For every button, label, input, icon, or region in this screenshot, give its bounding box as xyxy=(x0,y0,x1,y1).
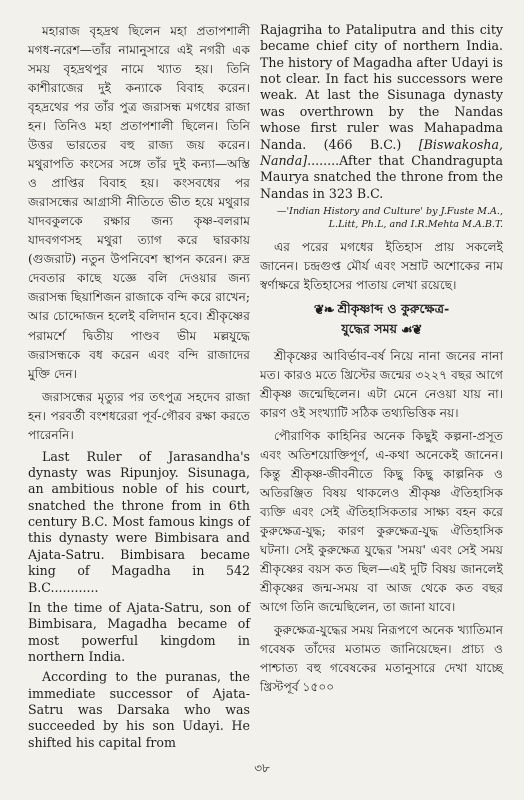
ornament-icon: ☙❦ xyxy=(401,323,422,339)
bengali-paragraph: মহারাজ বৃহদ্রথ ছিলেন মহা প্রতাপশালী মগধ-নরেশ—তাঁর নামানুসারে এই নগরী এক সময় বৃহদ্রথপুর নামে খ্যাত হয়। তিনি কাশীরাজের দুই কন্যাকে বিবাহ করেন। বৃহদ্রথের পর তাঁর পুত্র জরাসন্ধ মগধের রাজা হন। তিনিও মহা প্রতাপশালী ছিলেন। তিনি উত্তর ভারতের বহু রাজ্য জয় করেন। মথুরাপতি কংসের সঙ্গে তাঁর দুই কন্যা—অস্তি ও প্রাপ্তির বিবাহ হয়। কংসবধের পর জরাসন্ধের আগ্রাসী নীতিতে ভীত হয়ে মথুরার যাদবকুলকে রক্ষার জন্য কৃষ্ণ-বলরাম যাদবগণসহ মথুরা ত্যাগ করে দ্বারকায় (গুজরাট) নতুন উপনিবেশ স্থাপন করেন। রুদ্র দেবতার কাছে যজ্ঞে বলি দেওয়ার জন্য জরাসন্ধ ছিয়াশিজন রাজাকে বন্দি করে রাখেন; আর চোদ্দোজন হলেই বলিদান হবে। শ্রীকৃষ্ণের পরামর্শে দ্বিতীয় পাণ্ডব ভীম মল্লযুদ্ধে জরাসন্ধকে বধ করেন এবং বন্দি রাজাদের মুক্তি দেন। xyxy=(28,24,250,381)
english-text: Rajagriha to Pataliputra and this city became chief city of northern India. The history of Magadha after Udayi is not clear. In fact his successors were weak. At last the Sisunaga dynasty was overthrown by the Nandas whose first ruler was Mahapadma Nanda. (466 B.C.) xyxy=(260,22,503,152)
bengali-paragraph: কুরুক্ষেত্র-যুদ্ধের সময় নিরূপণে অনেক খ্যাতিমান গবেষক তাঁদের মতামত জানিয়েছেন। প্রাচ্য ও পাশ্চাত্য বহু গবেষকের মতানুসারে দেখা যাচ্ছে খ্রিস্টপূর্ব ১৫০০ xyxy=(260,623,503,695)
bengali-paragraph: শ্রীকৃষ্ণের আবির্ভাব-বর্ষ নিয়ে নানা জনের নানা মত। কারও মতে খ্রিস্টের জন্মের ৩২২৭ বছর আগে শ্রীকৃষ্ণ জন্মেছিলেন। এটা মেনে নেওয়া যায় না। কারণ ওই সংখ্যাটি সঠিক তথ্যভিত্তিক নয়। xyxy=(260,348,503,421)
page-number: ৩৮ xyxy=(254,761,270,775)
english-paragraph: Last Ruler of Jarasandha's dynasty was Ripunjoy. Sisunaga, an ambitious noble of his court, snatched the throne from in 6th century B.C. Most famous kings of this dynasty were Bimbisara and Ajata-Satru. Bimbisara became king of Magadha in 542 B.C............ xyxy=(28,448,250,595)
english-paragraph: In the time of Ajata-Satru, son of Bimbisara, Magadha became of most powerful kingdom in northern India. xyxy=(28,599,250,664)
citation: —'Indian History and Culture' by J.Fuste M.A., L.Litt, Ph.L, and I.R.Mehta M.A.B.T. xyxy=(276,205,503,230)
bengali-paragraph: জরাসন্ধের মৃত্যুর পর তৎপুত্র সহদেব রাজা হন। পরবর্তী বংশধরেরা পূর্ব-গৌরব রক্ষা করতে পারেননি। xyxy=(28,389,250,442)
section-heading-line2: যুদ্ধের সময় xyxy=(341,320,398,336)
section-heading xyxy=(260,301,503,321)
section-heading xyxy=(260,321,503,341)
right-column xyxy=(260,22,503,701)
english-paragraph xyxy=(260,22,503,202)
left-column xyxy=(28,22,250,755)
section-heading-line1: শ্রীকৃষ্ণাব্দ ও কুরুক্ষেত্র- xyxy=(337,300,450,316)
source-reference: [Biswakosha, Nanda] xyxy=(260,136,503,168)
bengali-paragraph: পৌরাণিক কাহিনির অনেক কিছুই কল্পনা-প্রসূত এবং অতিশয়োক্তিপূর্ণ, এ-কথা অনেকেই জানেন। কিন্তু শ্রীকৃষ্ণ-জীবনীতে কিছু কিছু কাল্পনিক ও অতিরঞ্জিত বিষয় থাকলেও শ্রীকৃষ্ণ ঐতিহাসিক ব্যক্তি এবং সেই ঐতিহাসিকতার সাক্ষ্য বহন করে কুরুক্ষেত্র-যুদ্ধ; কারণ কুরুক্ষেত্র-যুদ্ধ ঐতিহাসিক ঘটনা। সেই কুরুক্ষেত্র যুদ্ধের 'সময়' এবং সেই সময় শ্রীকৃষ্ণের বয়স কত ছিল—এই দুটি বিষয় জানলেই শ্রীকৃষ্ণের জন্ম-সময় বা আজ থেকে কত বছর আগে তিনি জন্মেছিলেন, তা জানা যাবে। xyxy=(260,429,503,615)
ornament-icon: ❦❧ xyxy=(313,303,334,319)
english-paragraph: According to the puranas, the immediate successor of Ajata-Satru was Darsaka who was succeeded by his son Udayi. He shifted his capital from xyxy=(28,669,250,750)
english-text: ........After that Chandragupta Maurya snatched the throne from the Nandas in 323 B.C. xyxy=(260,152,503,201)
bengali-paragraph: এর পরের মগধের ইতিহাস প্রায় সকলেই জানেন। চন্দ্রগুপ্ত মৌর্য এবং সম্রাট অশোকের নাম স্বর্ণাক্ষরে ইতিহাসের পাতায় লেখা রয়েছে। xyxy=(260,239,503,292)
